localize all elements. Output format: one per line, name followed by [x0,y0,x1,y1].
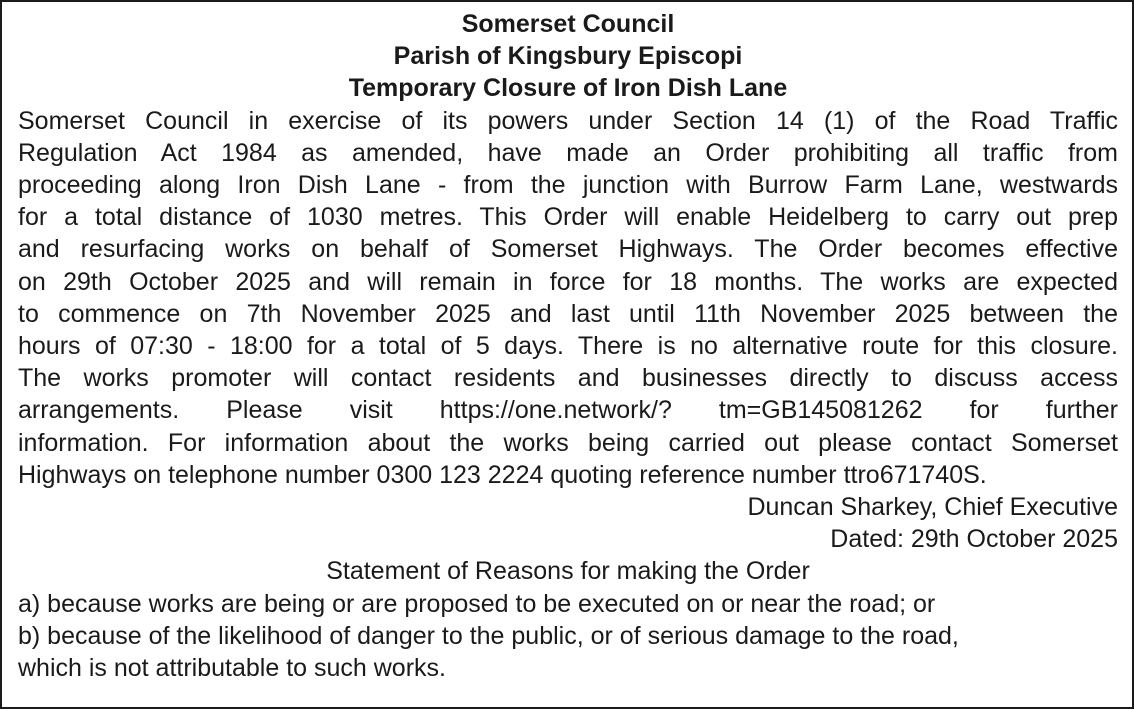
body-line: to commence on 7th November 2025 and last until 11th November 2025 between the [18,299,1118,328]
body-line: proceeding along Iron Dish Lane - from the junction with Burrow Farm Lane, westwards [18,171,1118,200]
notice-body [18,105,1118,491]
reasons-heading: Statement of Reasons for making the Order [326,557,810,586]
reason-item: a) because works are being or are proposed to be executed on or near the road; or [18,589,936,618]
body-line: Regulation Act 1984 as amended, have made an Order prohibiting all traffic from [18,138,1118,167]
notice-title: Temporary Closure of Iron Dish Lane [348,74,788,103]
body-line: The works promoter will contact residents and businesses directly to discuss access [18,364,1118,393]
body-line: hours of 07:30 - 18:00 for a total of 5 days. There is no alternative route for this closure. [18,332,1118,361]
dated-line: Dated: 29th October 2025 [830,525,1118,554]
body-line: information. For information about the works being carried out please contact Somerset [18,428,1118,457]
notice-authority: Somerset Council [461,10,675,38]
body-line: Somerset Council in exercise of its powers under Section 14 (1) of the Road Traffic [18,106,1118,135]
signatory: Duncan Sharkey, Chief Executive [747,493,1118,522]
notice-parish: Parish of Kingsbury Episcopi [393,42,743,71]
body-line: and resurfacing works on behalf of Somerset Highways. The Order becomes effective [18,235,1118,264]
body-line: for a total distance of 1030 metres. This Order will enable Heidelberg to carry out prep [18,203,1118,232]
reason-item: b) because of the likelihood of danger to the public, or of serious damage to the road, [18,621,959,650]
body-line: arrangements. Please visit https://one.network/? tm=GB145081262 for further [18,396,1118,425]
reason-item: which is not attributable to such works. [18,654,446,683]
body-line: on 29th October 2025 and will remain in force for 18 months. The works are expected [18,267,1118,296]
body-line: Highways on telephone number 0300 123 2224 quoting reference number ttro671740S. [18,460,987,489]
